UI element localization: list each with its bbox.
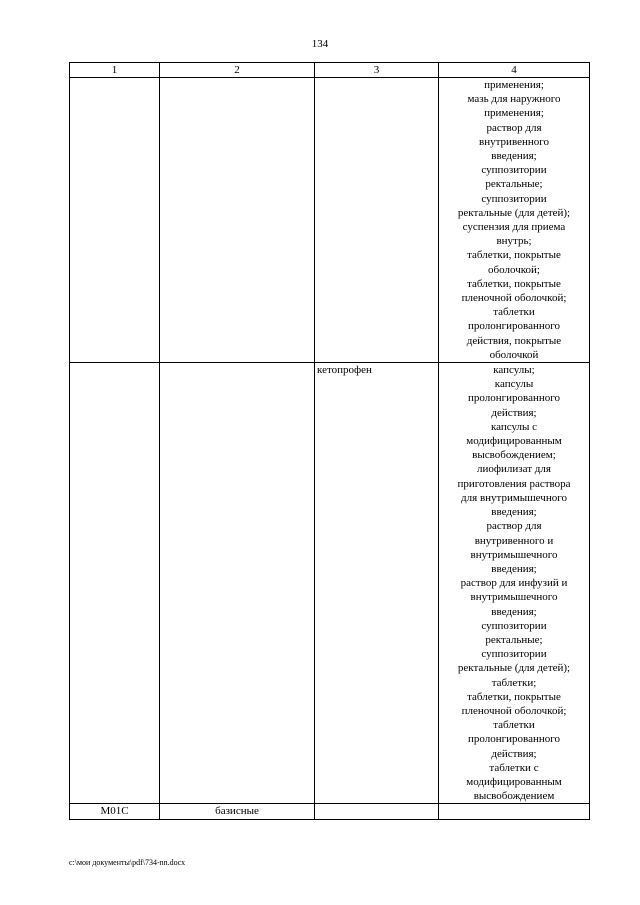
dosage-form-line: таблетки с bbox=[489, 761, 539, 774]
group-cell bbox=[160, 363, 315, 804]
dosage-form-line: внутрь; bbox=[496, 235, 532, 248]
dosage-form-line: раствор для инфузий и bbox=[460, 577, 568, 590]
dosage-form-line: пролонгированного bbox=[468, 733, 560, 746]
dosage-form-line: для внутримышечного bbox=[461, 491, 567, 504]
page-number: 134 bbox=[311, 38, 329, 50]
code-cell bbox=[70, 78, 160, 363]
dosage-forms-cell bbox=[439, 78, 590, 363]
dosage-form-line: таблетки, покрытые bbox=[467, 249, 561, 262]
dosage-form-line: таблетки bbox=[493, 306, 535, 319]
dosage-form-line: раствор для bbox=[486, 520, 542, 533]
dosage-form-line: модифицированным bbox=[466, 775, 562, 788]
dosage-form-line: высвобождением bbox=[473, 790, 555, 803]
dosage-form-line: действия; bbox=[491, 406, 537, 419]
dosage-form-line: модифицированным bbox=[466, 435, 562, 448]
dosage-form-line: раствор для bbox=[486, 121, 542, 134]
dosage-form-line: таблетки, покрытые bbox=[467, 277, 561, 290]
header-col-1: 1 bbox=[70, 63, 160, 78]
code-cell bbox=[70, 363, 160, 804]
dosage-form-line: капсулы bbox=[494, 378, 534, 391]
group-cell bbox=[160, 78, 315, 363]
dosage-form-line: пленочной оболочкой; bbox=[461, 704, 567, 717]
drug-cell bbox=[315, 804, 439, 819]
dosage-form-line: введения; bbox=[491, 150, 537, 163]
header-col-2: 2 bbox=[160, 63, 315, 78]
drug-cell bbox=[315, 78, 439, 363]
table-row bbox=[70, 363, 590, 804]
dosage-form-line: ректальные (для детей); bbox=[457, 662, 571, 675]
dosage-form-line: применения; bbox=[484, 79, 544, 91]
dosage-form-line: действия; bbox=[491, 747, 537, 760]
dosage-form-line: введения; bbox=[491, 506, 537, 519]
dosage-form-line: применения; bbox=[484, 107, 544, 120]
dosage-form-line: капсулы; bbox=[493, 364, 535, 377]
dosage-forms-cell bbox=[439, 804, 590, 819]
drug-name: кетопрофен bbox=[315, 363, 439, 804]
dosage-form-line: таблетки; bbox=[491, 676, 537, 689]
dosage-form-line: внутривенного и bbox=[474, 534, 554, 547]
footer-file-path: c:\мои документы\pdf\734-nn.docx bbox=[69, 858, 186, 867]
dosage-form-line: оболочкой; bbox=[488, 263, 540, 276]
dosage-forms-cell bbox=[439, 363, 590, 804]
dosage-form-line: суспензия для приема bbox=[462, 221, 566, 234]
dosage-form-line: суппозитории bbox=[481, 192, 547, 205]
header-row bbox=[70, 63, 590, 78]
dosage-form-line: внутривенного bbox=[479, 135, 549, 148]
dosage-form-line: ректальные; bbox=[485, 633, 543, 646]
dosage-form-line: высвобождением; bbox=[472, 449, 556, 462]
dosage-form-line: действия, покрытые bbox=[466, 334, 562, 347]
dosage-form-line: пленочной оболочкой; bbox=[461, 292, 567, 305]
dosage-form-line: ректальные (для детей); bbox=[457, 206, 571, 219]
dosage-form-line: суппозитории bbox=[481, 619, 547, 632]
header-col-3: 3 bbox=[315, 63, 439, 78]
dosage-form-line: пролонгированного bbox=[468, 320, 560, 333]
dosage-form-line: мазь для наружного bbox=[467, 93, 561, 106]
dosage-form-line: суппозитории bbox=[481, 648, 547, 661]
dosage-form-line: лиофилизат для bbox=[477, 463, 551, 476]
dosage-form-line: ректальные; bbox=[485, 178, 543, 191]
group-name: базисные bbox=[160, 804, 315, 819]
dosage-form-line: оболочкой bbox=[489, 348, 539, 361]
dosage-form-line: внутримышечного bbox=[470, 548, 558, 561]
dosage-form-line: введения; bbox=[491, 562, 537, 575]
header-col-4: 4 bbox=[439, 63, 590, 78]
drug-table bbox=[69, 62, 590, 820]
table-row bbox=[70, 804, 590, 819]
table-row bbox=[70, 78, 590, 363]
atc-code: M01C bbox=[70, 804, 160, 819]
dosage-form-line: приготовления раствора bbox=[457, 477, 571, 490]
dosage-form-line: таблетки, покрытые bbox=[467, 690, 561, 703]
dosage-form-line: внутримышечного bbox=[470, 591, 558, 604]
dosage-form-line: суппозитории bbox=[481, 164, 547, 177]
dosage-form-line: пролонгированного bbox=[468, 392, 560, 405]
dosage-form-line: таблетки bbox=[493, 719, 535, 732]
dosage-form-line: капсулы с bbox=[490, 420, 538, 433]
dosage-form-line: введения; bbox=[491, 605, 537, 618]
